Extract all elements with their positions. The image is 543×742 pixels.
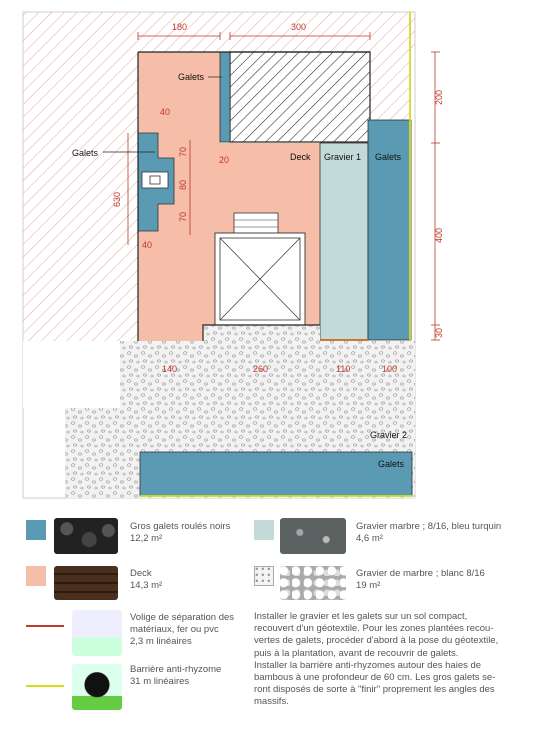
galets-left-notch-inner xyxy=(150,176,160,184)
dim-40-bottom: 40 xyxy=(142,240,153,250)
volige-line-swatch xyxy=(26,625,64,627)
right-hatched-strip xyxy=(370,52,410,120)
label-gravier1: Gravier 1 xyxy=(324,152,362,162)
legend-barriere-name: Barrière anti-rhyzome xyxy=(130,664,222,675)
top-hatched-zone xyxy=(138,12,415,52)
dim-80: 80 xyxy=(178,179,188,190)
galets-swatch xyxy=(26,520,46,540)
label-galets-bottom: Galets xyxy=(378,459,405,469)
label-galets-left: Galets xyxy=(72,148,99,158)
dim-70-top: 70 xyxy=(178,146,188,157)
dim-630: 630 xyxy=(112,191,122,207)
dim-70-bottom: 70 xyxy=(178,211,188,222)
gravier-turquin-swatch xyxy=(254,520,274,540)
galets-photo-icon xyxy=(54,518,118,554)
label-galets-right: Galets xyxy=(375,152,402,162)
legend-barriere-value: 31 m linéaires xyxy=(130,676,190,687)
legend-deck-value: 14,3 m² xyxy=(130,580,163,591)
dim-100: 100 xyxy=(382,364,398,374)
label-gravier2: Gravier 2 xyxy=(370,430,408,440)
legend-deck-name: Deck xyxy=(130,568,152,579)
installation-note: Installer le gravier et les galets sur un sol compact, recouvert d'un géotextile. Pour les zones plantées recou- vertes de galets, procéder d'abord à la pose du géotextile, puis à la plantation, avant de recouvrir de galets. Installer la barrière anti-rhyzomes autour des haies de bambous à une profondeur de 60 cm. Les gros galets se- ront disposés de sorte à "finir" proprement les angles des massifs. xyxy=(254,611,499,708)
label-galets-top: Galets xyxy=(178,72,205,82)
planter-small-box xyxy=(234,213,278,234)
dim-400: 400 xyxy=(434,227,444,243)
building-block xyxy=(230,52,370,142)
dim-300: 300 xyxy=(291,22,307,32)
dim-40-top: 40 xyxy=(160,107,171,117)
legend-gravier-blanc-name: Gravier de marbre ; blanc 8/16 xyxy=(356,568,485,579)
legend-galets-value: 12,2 m² xyxy=(130,533,163,544)
dim-110: 110 xyxy=(336,364,351,374)
dim-260: 260 xyxy=(253,364,269,374)
barriere-photo-icon xyxy=(72,664,122,710)
gravier-blanc-swatch xyxy=(254,566,274,586)
legend-volige-value: 2,3 m linéaires xyxy=(130,636,192,647)
dim-180: 180 xyxy=(172,22,188,32)
dim-30: 30 xyxy=(434,327,444,338)
galets-top-strip xyxy=(220,52,230,142)
legend-gravier-turquin-value: 4,6 m² xyxy=(356,533,383,544)
barriere-line-swatch xyxy=(26,685,64,687)
left-hatched-zone xyxy=(23,12,138,341)
dim-140: 140 xyxy=(162,364,178,374)
legend-galets-name: Gros galets roulés noirs xyxy=(130,521,231,532)
legend-volige-name: Volige de séparation des matériaux, fer ou pvc xyxy=(130,612,235,635)
volige-photo-icon xyxy=(72,610,122,656)
gravier-blanc-photo-icon xyxy=(280,566,346,600)
dim-20: 20 xyxy=(219,155,230,165)
legend-gravier-blanc-value: 19 m² xyxy=(356,580,381,591)
gravier1-area xyxy=(320,143,368,340)
deck-swatch xyxy=(26,566,46,586)
galets-bottom-strip xyxy=(140,452,412,496)
left-blank-notch xyxy=(23,341,67,408)
deck-photo-icon xyxy=(54,566,118,600)
label-deck: Deck xyxy=(290,152,311,162)
gravier-turquin-photo-icon xyxy=(280,518,346,554)
legend-gravier-turquin-name: Gravier marbre ; 8/16, bleu turquin xyxy=(356,521,502,532)
dim-200: 200 xyxy=(434,89,444,105)
